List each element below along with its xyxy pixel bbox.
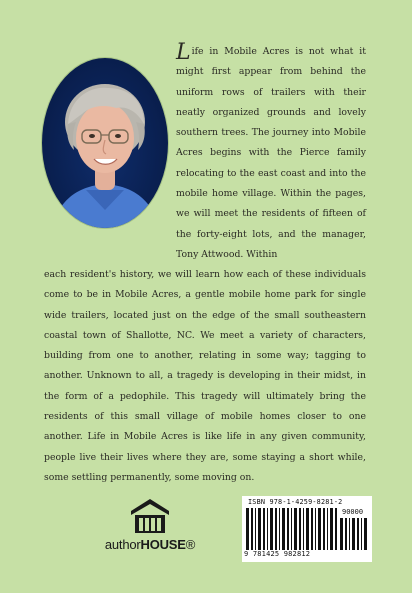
barcode-bar (311, 508, 313, 550)
addon-number: 90000 (342, 508, 364, 516)
barcode-bar (361, 518, 362, 550)
barcode-bar (327, 508, 328, 550)
barcode-bar (330, 508, 333, 550)
barcode-bar (294, 508, 297, 550)
barcode-bar (275, 508, 277, 550)
barcode-bar (303, 508, 304, 550)
author-portrait (42, 58, 168, 228)
blurb-paragraph-start: ife in Mobile Acres is not what it might first appear from behind the uniform rows of trailers with their neatly organized grounds and lovely southern trees. The journey into Mobile Acres begins with the Pierce family relocating to the east coast and into the mobile home village. Within the pages, we will meet the residents of fifteen of the forty-eight lots, and the manager, Tony Attwood. Within (176, 46, 366, 260)
barcode-bar (279, 508, 280, 550)
blurb-full-width (44, 265, 366, 488)
publisher-logo (98, 497, 202, 561)
ean-number: 9 781425 982812 (244, 550, 311, 558)
barcode-bar (282, 508, 285, 550)
barcode-bar (263, 508, 265, 550)
addon-barcode-bars (340, 518, 370, 550)
blurb-column-right (176, 42, 366, 265)
barcode-bar (345, 518, 347, 550)
barcode-bar (357, 518, 359, 550)
barcode-bar (246, 508, 249, 550)
publisher-name: authorHOUSE® (104, 537, 196, 552)
barcode-bar (335, 508, 337, 550)
barcode-bar (315, 508, 316, 550)
barcode-bar (270, 508, 273, 550)
barcode-bar (352, 518, 355, 550)
barcode-bar (340, 518, 343, 550)
barcode-bar (291, 508, 292, 550)
blurb-paragraph-continued: each resident's history, we will learn how each of these individuals come to be in Mobile Acres, a gentle mobile home park for single wide trailers, located just on the edge of the small southeastern coastal town of Shallotte, NC. We meet a variety of characters, building from one to another, relating in some way; tagging to another. Unknown to all, a tragedy is developing in their midst, in the form of a pedophile. This tragedy will ultimately bring the residents of this small village of mobile homes closer to one another. Life in Mobile Acres is like life in any given community, people live their lives where they are, some staying a short while, some settling permanently, some moving on. (44, 269, 366, 483)
barcode-bar (318, 508, 321, 550)
barcode-bar (349, 518, 350, 550)
isbn-text: ISBN 978-1-4259-8281-2 (248, 498, 343, 506)
ean-barcode-bars (246, 508, 338, 550)
barcode-bar (287, 508, 289, 550)
author-photo-illustration (42, 58, 168, 228)
barcode-bar (258, 508, 261, 550)
isbn-barcode (242, 496, 372, 562)
barcode-bar (255, 508, 256, 550)
barcode-bar (364, 518, 367, 550)
barcode-bar (323, 508, 325, 550)
drop-cap: L (176, 40, 191, 65)
barcode-bar (267, 508, 268, 550)
barcode-bar (299, 508, 301, 550)
house-book-icon (129, 497, 171, 535)
barcode-bar (306, 508, 309, 550)
barcode-bar (251, 508, 253, 550)
